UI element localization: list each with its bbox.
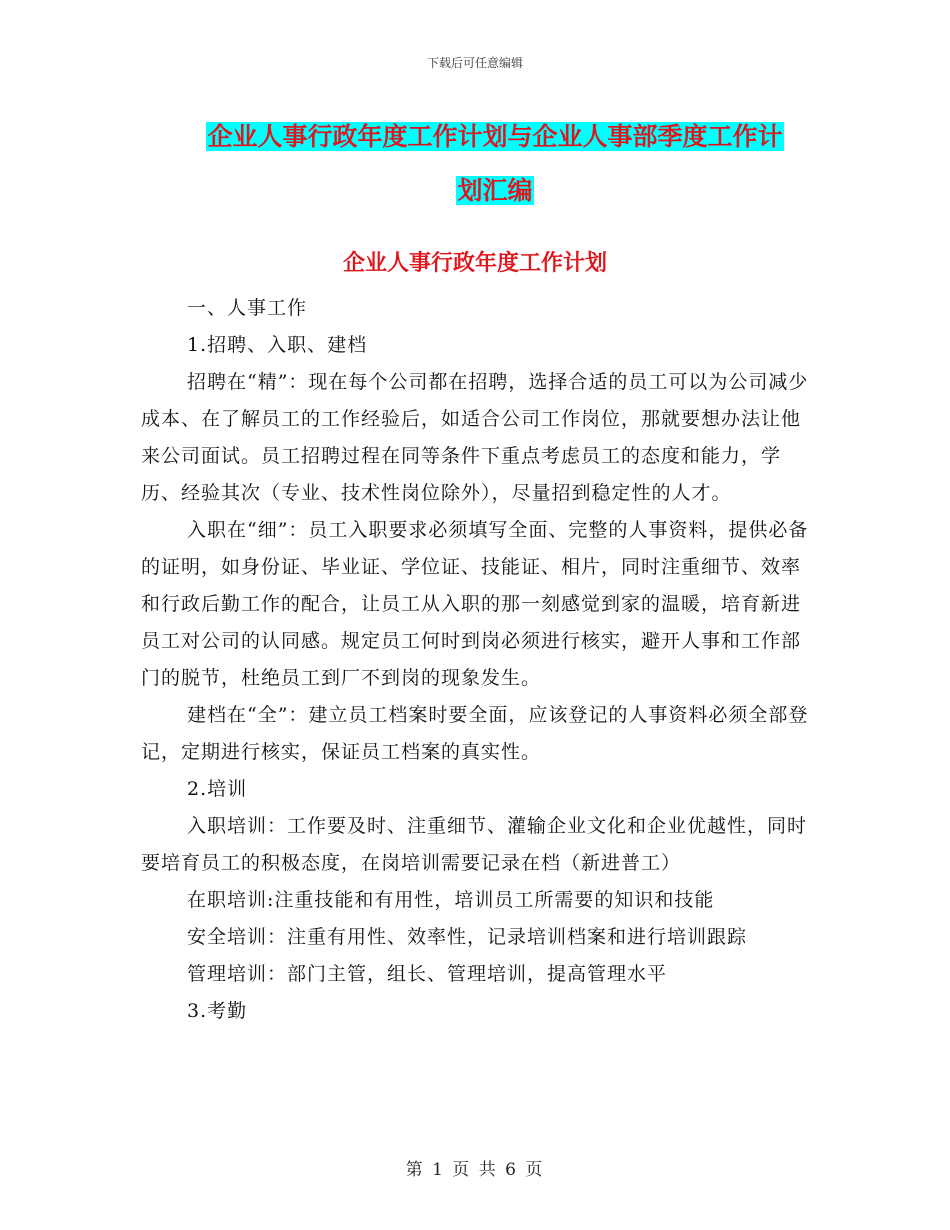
heading-personnel-work: 一、人事工作 [187,297,308,319]
paragraph-archiving: 建档在“全”：建立员工档案时要全面，应该登记的人事资料必须全部登记，定期进行核实，保证员工档案的真实性。 [141,704,809,763]
paragraph-management-training: 管理培训：部门主管，组长、管理培训，提高管理水平 [187,963,668,985]
paragraph-safety-training: 安全培训：注重有用性、效率性，记录培训档案和进行培训跟踪 [187,926,748,948]
paragraph-recruitment: 招聘在“精”：现在每个公司都在招聘，选择合适的员工可以为公司减少成本、在了解员工的工作经验后，如适合公司工作岗位，那就要想办法让他来公司面试。员工招聘过程在同等条件下重点考虑员工的态度和能力，学历、经验其次（专业、技术性岗位除外），尽量招到稳定性的人才。 [141,371,809,504]
section-title: 企业人事行政年度工作计划 [342,251,607,276]
document-title-line-1: 企业人事行政年度工作计划与企业人事部季度工作计 [207,122,783,151]
page-footer: 第 1 页 共 6 页 [405,1160,545,1180]
header-note: 下载后可任意编辑 [426,56,523,70]
document-title [150,110,840,218]
paragraph-induction-training: 入职培训：工作要及时、注重细节、灌输企业文化和企业优越性，同时要培育员工的积极态度，在岗培训需要记录在档（新进普工） [141,815,808,874]
subheading-recruitment: 1.招聘、入职、建档 [187,334,368,356]
body-text [141,290,811,1030]
subheading-training: 2.培训 [187,778,248,800]
document-title-line-2: 划汇编 [457,176,533,205]
paragraph-on-job-training: 在职培训:注重技能和有用性，培训员工所需要的知识和技能 [187,889,715,911]
subheading-attendance: 3.考勤 [187,1000,248,1022]
paragraph-onboarding: 入职在“细”：员工入职要求必须填写全面、完整的人事资料，提供必备的证明，如身份证、毕业证、学位证、技能证、相片，同时注重细节、效率和行政后勤工作的配合，让员工从入职的那一刻感觉到家的温暖，培育新进员工对公司的认同感。规定员工何时到岗必须进行核实，避开人事和工作部门的脱节，杜绝员工到厂不到岗的现象发生。 [141,519,809,689]
